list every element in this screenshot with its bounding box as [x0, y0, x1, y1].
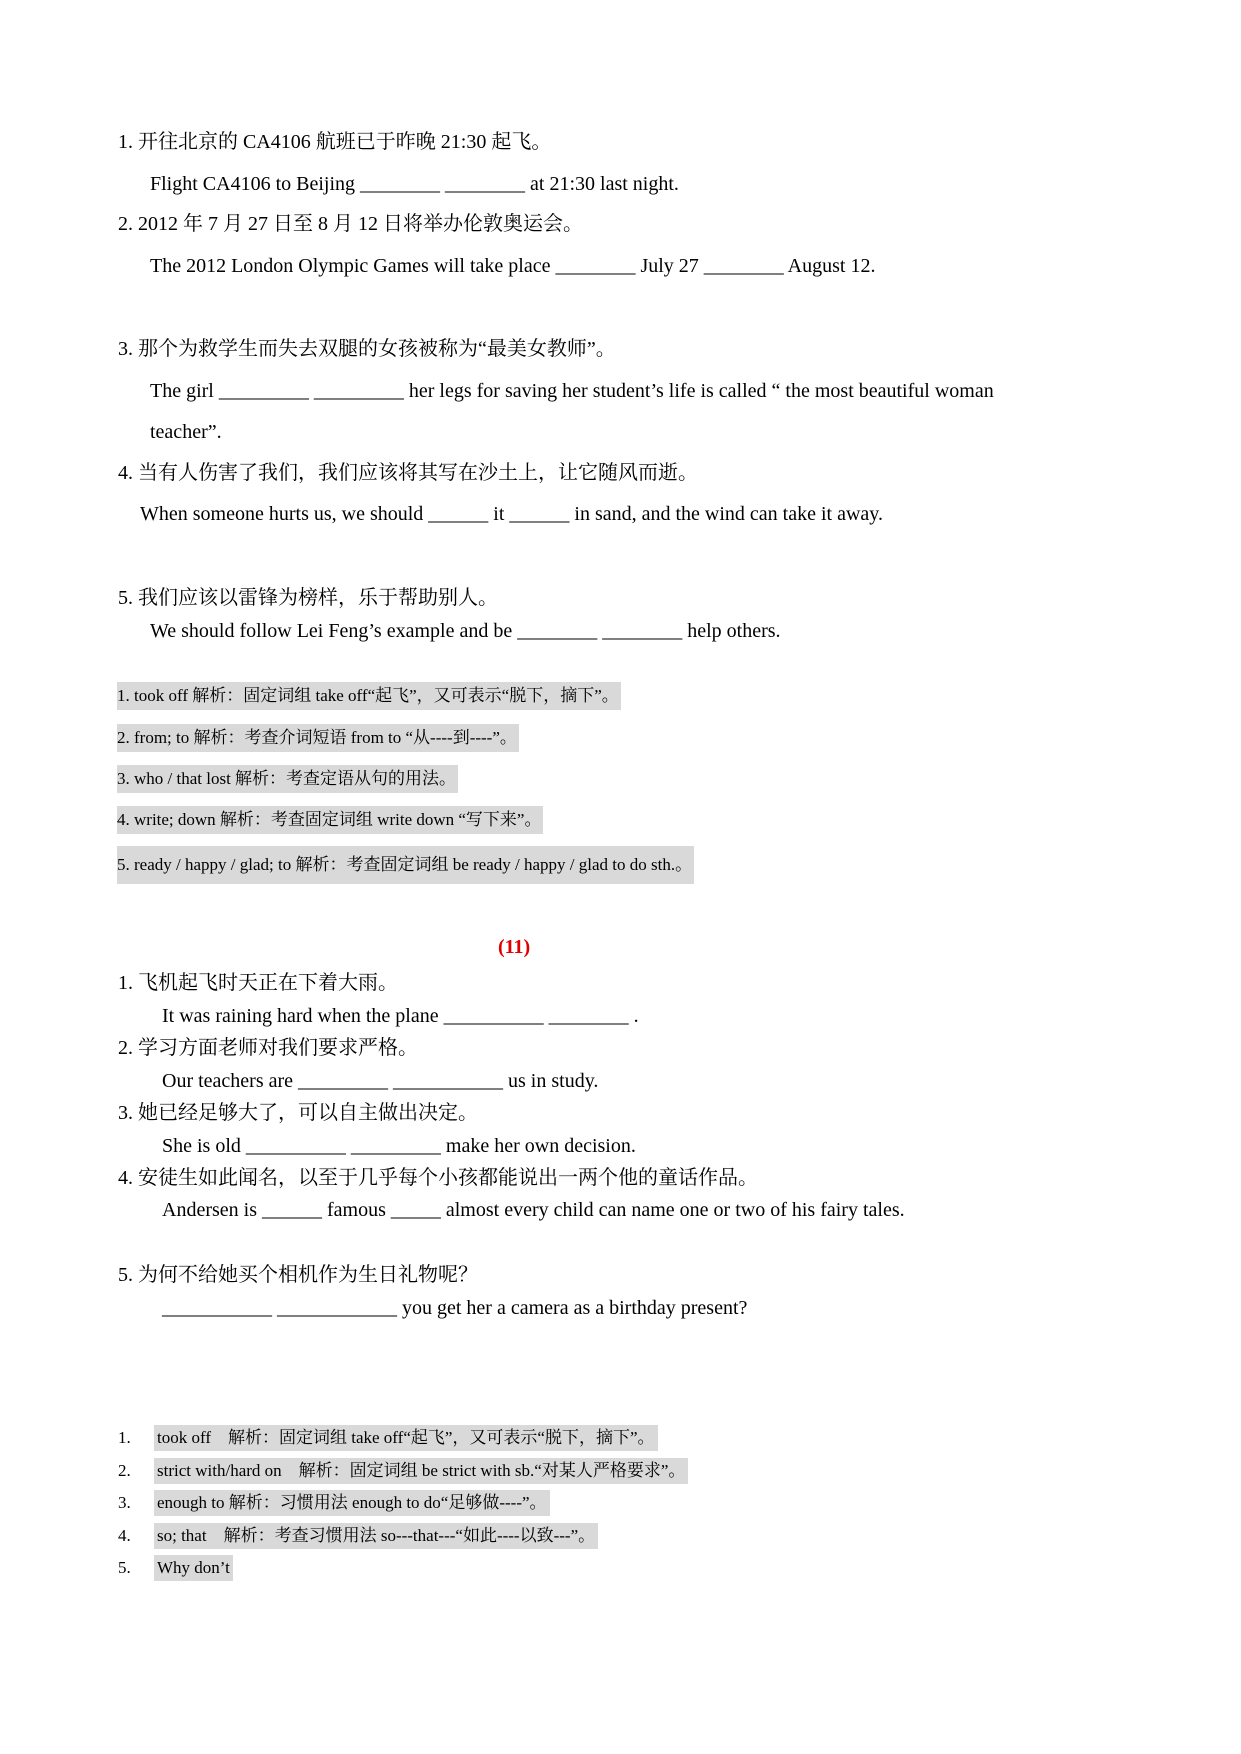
question-1-english: Flight CA4106 to Beijing ________ ________ at 21:30 last night. — [150, 173, 679, 195]
question-5-english: ___________ ____________ you get her a camera as a birthday present? — [162, 1297, 748, 1319]
answer-number: 2. — [118, 1461, 131, 1480]
answer-block — [118, 1458, 688, 1484]
answer-block — [117, 765, 458, 793]
question-4-english: When someone hurts us, we should ______ it ______ in sand, and the wind can take it away. — [140, 503, 884, 525]
answer-item-3: enough to 解析：习惯用法 enough to do“足够做----”。 — [154, 1490, 550, 1516]
question-3-english-line1: The girl _________ _________ her legs for saving her student’s life is called “ the most beautiful woman — [150, 380, 994, 402]
answer-item-2: 2. from; to 解析：考查介词短语 from to “从----到----”。 — [117, 724, 519, 752]
answer-item-4: so; that 解析：考查习惯用法 so---that---“如此----以致---”。 — [154, 1523, 598, 1549]
section-title: (11) — [498, 936, 531, 958]
question-3-chinese: 3. 她已经足够大了，可以自主做出决定。 — [118, 1102, 478, 1124]
answer-block — [118, 1523, 598, 1549]
answer-item-1: 1. took off 解析：固定词组 take off“起飞”，又可表示“脱下，摘下”。 — [117, 682, 621, 710]
answer-item-3: 3. who / that lost 解析：考查定语从句的用法。 — [117, 765, 458, 793]
question-2-chinese: 2. 2012 年 7 月 27 日至 8 月 12 日将举办伦敦奥运会。 — [118, 213, 583, 235]
question-3-english-line2: teacher”. — [150, 421, 222, 443]
question-5-chinese: 5. 我们应该以雷锋为榜样，乐于帮助别人。 — [118, 587, 498, 609]
question-5-english: We should follow Lei Feng’s example and be ________ ________ help others. — [150, 620, 781, 642]
question-4-chinese: 4. 当有人伤害了我们，我们应该将其写在沙土上，让它随风而逝。 — [118, 462, 698, 484]
question-4-chinese: 4. 安徒生如此闻名，以至于几乎每个小孩都能说出一两个他的童话作品。 — [118, 1167, 758, 1189]
answer-item-2: strict with/hard on 解析：固定词组 be strict with sb.“对某人严格要求”。 — [154, 1458, 688, 1484]
answer-block — [118, 1555, 233, 1581]
answer-block — [117, 806, 543, 834]
question-3-english: She is old __________ _________ make her own decision. — [162, 1135, 636, 1157]
answer-block — [117, 682, 621, 710]
answer-number: 5. — [118, 1558, 131, 1577]
question-3-chinese: 3. 那个为救学生而失去双腿的女孩被称为“最美女教师”。 — [118, 338, 616, 360]
answer-number: 3. — [118, 1493, 131, 1512]
question-4-english: Andersen is ______ famous _____ almost every child can name one or two of his fairy tales. — [162, 1199, 905, 1221]
question-2-english: Our teachers are _________ ___________ us in study. — [162, 1070, 599, 1092]
answer-item-5: Why don’t — [154, 1555, 233, 1581]
question-1-chinese: 1. 飞机起飞时天正在下着大雨。 — [118, 972, 398, 994]
question-5-chinese: 5. 为何不给她买个相机作为生日礼物呢？ — [118, 1264, 478, 1286]
answer-number: 4. — [118, 1526, 131, 1545]
answer-block — [118, 1490, 550, 1516]
question-1-chinese: 1. 开往北京的 CA4106 航班已于昨晚 21:30 起飞。 — [118, 131, 552, 153]
answer-item-4: 4. write; down 解析：考查固定词组 write down “写下来”。 — [117, 806, 543, 834]
answer-item-1: took off 解析：固定词组 take off“起飞”，又可表示“脱下，摘下”。 — [154, 1425, 658, 1451]
question-1-english: It was raining hard when the plane __________ ________ . — [162, 1005, 639, 1027]
question-2-english: The 2012 London Olympic Games will take place ________ July 27 ________ August 12. — [150, 255, 876, 277]
answer-block — [117, 724, 519, 752]
answer-block — [118, 1425, 658, 1451]
question-2-chinese: 2. 学习方面老师对我们要求严格。 — [118, 1037, 418, 1059]
answer-block — [117, 846, 694, 884]
answer-item-5: 5. ready / happy / glad; to 解析：考查固定词组 be ready / happy / glad to do sth.。 — [117, 846, 694, 884]
answer-number: 1. — [118, 1428, 131, 1447]
